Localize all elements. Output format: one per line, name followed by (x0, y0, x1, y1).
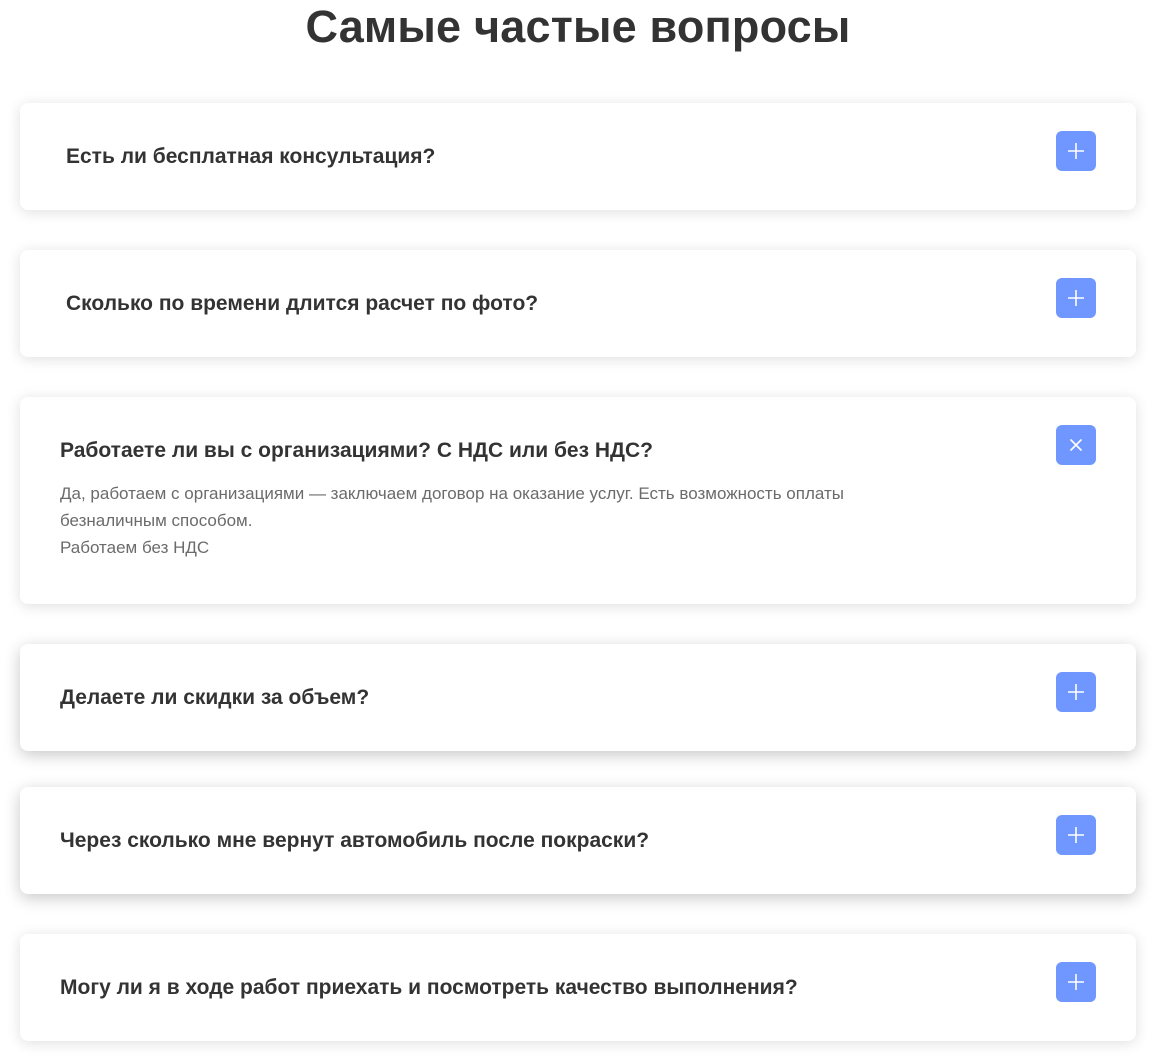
faq-item[interactable] (20, 103, 1136, 210)
faq-item-expanded[interactable] (20, 397, 1136, 604)
faq-item[interactable] (20, 644, 1136, 751)
expand-button[interactable] (1056, 962, 1096, 1002)
expand-button[interactable] (1056, 672, 1096, 712)
faq-item[interactable] (20, 250, 1136, 357)
close-icon (1067, 436, 1085, 454)
faq-item[interactable] (20, 934, 1136, 1041)
faq-answer-paragraph: Да, работаем с организациями — заключаем договор на оказание услуг. Есть возможность оплаты безналичным способом. (60, 484, 844, 530)
faq-question[interactable]: Работаете ли вы с организациями? С НДС или без НДС? (60, 439, 653, 462)
faq-question[interactable]: Есть ли бесплатная консультация? (66, 145, 436, 168)
faq-question[interactable]: Могу ли я в ходе работ приехать и посмотреть качество выполнения? (60, 976, 798, 999)
faq-question[interactable]: Сколько по времени длится расчет по фото? (66, 292, 539, 315)
plus-icon (1067, 826, 1085, 844)
faq-answer-paragraph: Работаем без НДС (60, 538, 210, 557)
plus-icon (1067, 683, 1085, 701)
faq-question[interactable]: Через сколько мне вернут автомобиль после покраски? (60, 829, 650, 852)
expand-button[interactable] (1056, 278, 1096, 318)
expand-button[interactable] (1056, 131, 1096, 171)
faq-item[interactable] (20, 787, 1136, 894)
faq-answer (60, 480, 940, 561)
page-title: Самые частые вопросы (305, 1, 851, 52)
plus-icon (1067, 973, 1085, 991)
faq-question[interactable]: Делаете ли скидки за объем? (60, 686, 370, 709)
plus-icon (1067, 142, 1085, 160)
collapse-button[interactable] (1056, 425, 1096, 465)
expand-button[interactable] (1056, 815, 1096, 855)
plus-icon (1067, 289, 1085, 307)
